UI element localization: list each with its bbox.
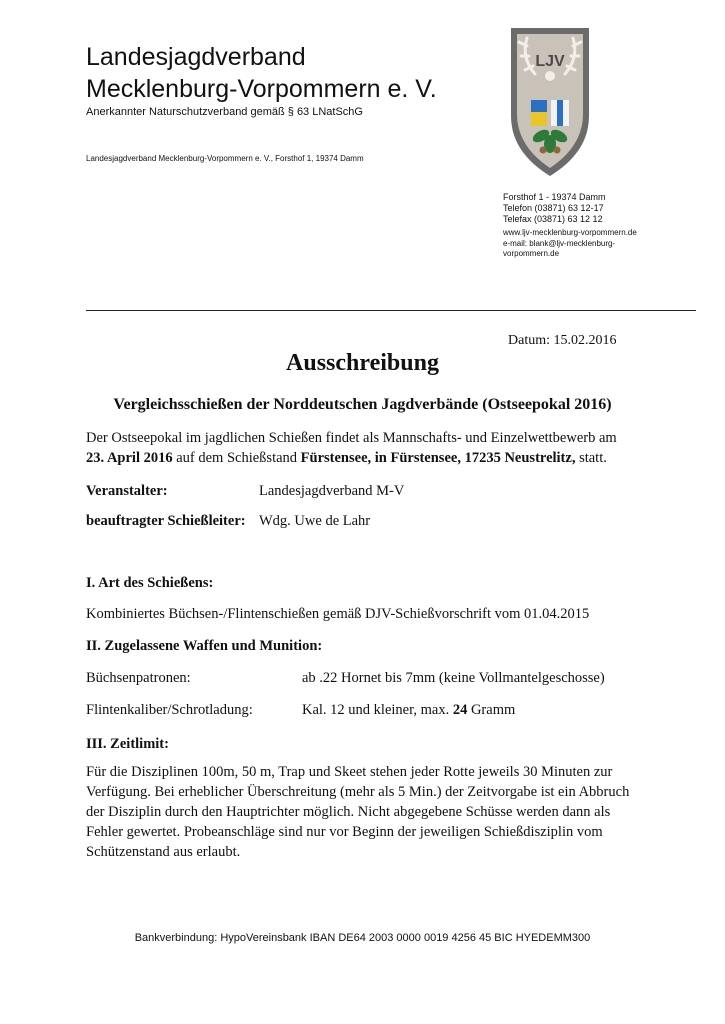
org-name-line2: Mecklenburg-Vorpommern e. V. (86, 75, 437, 103)
document-date: Datum: 15.02.2016 (508, 333, 617, 348)
logo-lettering: LJV (535, 53, 565, 70)
intro-line1: Der Ostseepokal im jagdlichen Schießen findet als Mannschafts- und Einzelwettbewerb am (86, 430, 617, 446)
leader-label: beauftragter Schießleiter: (86, 513, 246, 529)
contact-address: Forsthof 1 - 19374 Damm (503, 192, 606, 202)
document-subtitle: Vergleichsschießen der Norddeutschen Jagdverbände (Ostseepokal 2016) (113, 396, 612, 413)
contact-phone: Telefon (03871) 63 12-17 (503, 203, 604, 213)
section2-heading: II. Zugelassene Waffen und Munition: (86, 638, 323, 654)
section1-text: Kombiniertes Büchsen-/Flintenschießen gemäß DJV-Schießvorschrift vom 01.04.2015 (86, 606, 590, 622)
contact-email-line2[interactable]: vorpommern.de (503, 249, 560, 258)
section3-line2: Verfügung. Bei erheblicher Überschreitung (mehr als 5 Min.) der Zeitvorgabe ist ein Abbruch (86, 784, 630, 800)
contact-web[interactable]: www.ljv-mecklenburg-vorpommern.de (503, 228, 637, 237)
intro-end: statt. (575, 450, 607, 466)
section1-heading: I. Art des Schießens: (86, 575, 214, 591)
ljv-logo (505, 24, 595, 180)
rifle-label: Büchsenpatronen: (86, 670, 191, 686)
section3-line3: der Disziplin durch den Hauptrichter möglich. Nicht abgegebene Schüsse werden dann als (86, 804, 611, 820)
event-location: Fürstensee, in Fürstensee, 17235 Neustrelitz, (300, 450, 576, 466)
shotgun-value-post: Gramm (467, 702, 516, 718)
intro-mid: auf dem Schießstand (172, 450, 301, 466)
section3-line1: Für die Disziplinen 100m, 50 m, Trap und Skeet stehen jeder Rotte jeweils 30 Minuten zur (86, 764, 613, 780)
rifle-value: ab .22 Hornet bis 7mm (keine Vollmantelgeschosse) (302, 670, 605, 686)
intro-line2 (86, 448, 607, 468)
org-subtitle: Anerkannter Naturschutzverband gemäß § 63 LNatSchG (86, 106, 363, 118)
shotgun-value (302, 700, 515, 720)
event-date: 23. April 2016 (86, 450, 173, 466)
section3-heading: III. Zeitlimit: (86, 736, 169, 752)
section3-line5: Schützenstand aus erlaubt. (86, 844, 241, 860)
bank-details: Bankverbindung: HypoVereinsbank IBAN DE64 2003 0000 0019 4256 45 BIC HYEDEMM300 (134, 932, 591, 944)
org-name-line1: Landesjagdverband (86, 43, 306, 71)
shot-weight: 24 (452, 702, 468, 718)
contact-email-line1[interactable]: e-mail: blank@ljv-mecklenburg- (503, 239, 616, 248)
shotgun-value-pre: Kal. 12 und kleiner, max. (302, 702, 453, 718)
contact-fax: Telefax (03871) 63 12 12 (503, 214, 603, 224)
section3-line4: Fehler gewertet. Probeanschläge sind nur vor Beginn der jeweiligen Schießdisziplin vom (86, 824, 603, 840)
document-title: Ausschreibung (286, 350, 439, 376)
header-divider (86, 310, 696, 311)
leader-value: Wdg. Uwe de Lahr (259, 513, 371, 529)
organizer-value: Landesjagdverband M-V (259, 483, 405, 499)
organizer-label: Veranstalter: (86, 483, 168, 499)
sender-line: Landesjagdverband Mecklenburg-Vorpommern e. V., Forsthof 1, 19374 Damm (86, 154, 364, 163)
shotgun-label: Flintenkaliber/Schrotladung: (86, 702, 253, 718)
